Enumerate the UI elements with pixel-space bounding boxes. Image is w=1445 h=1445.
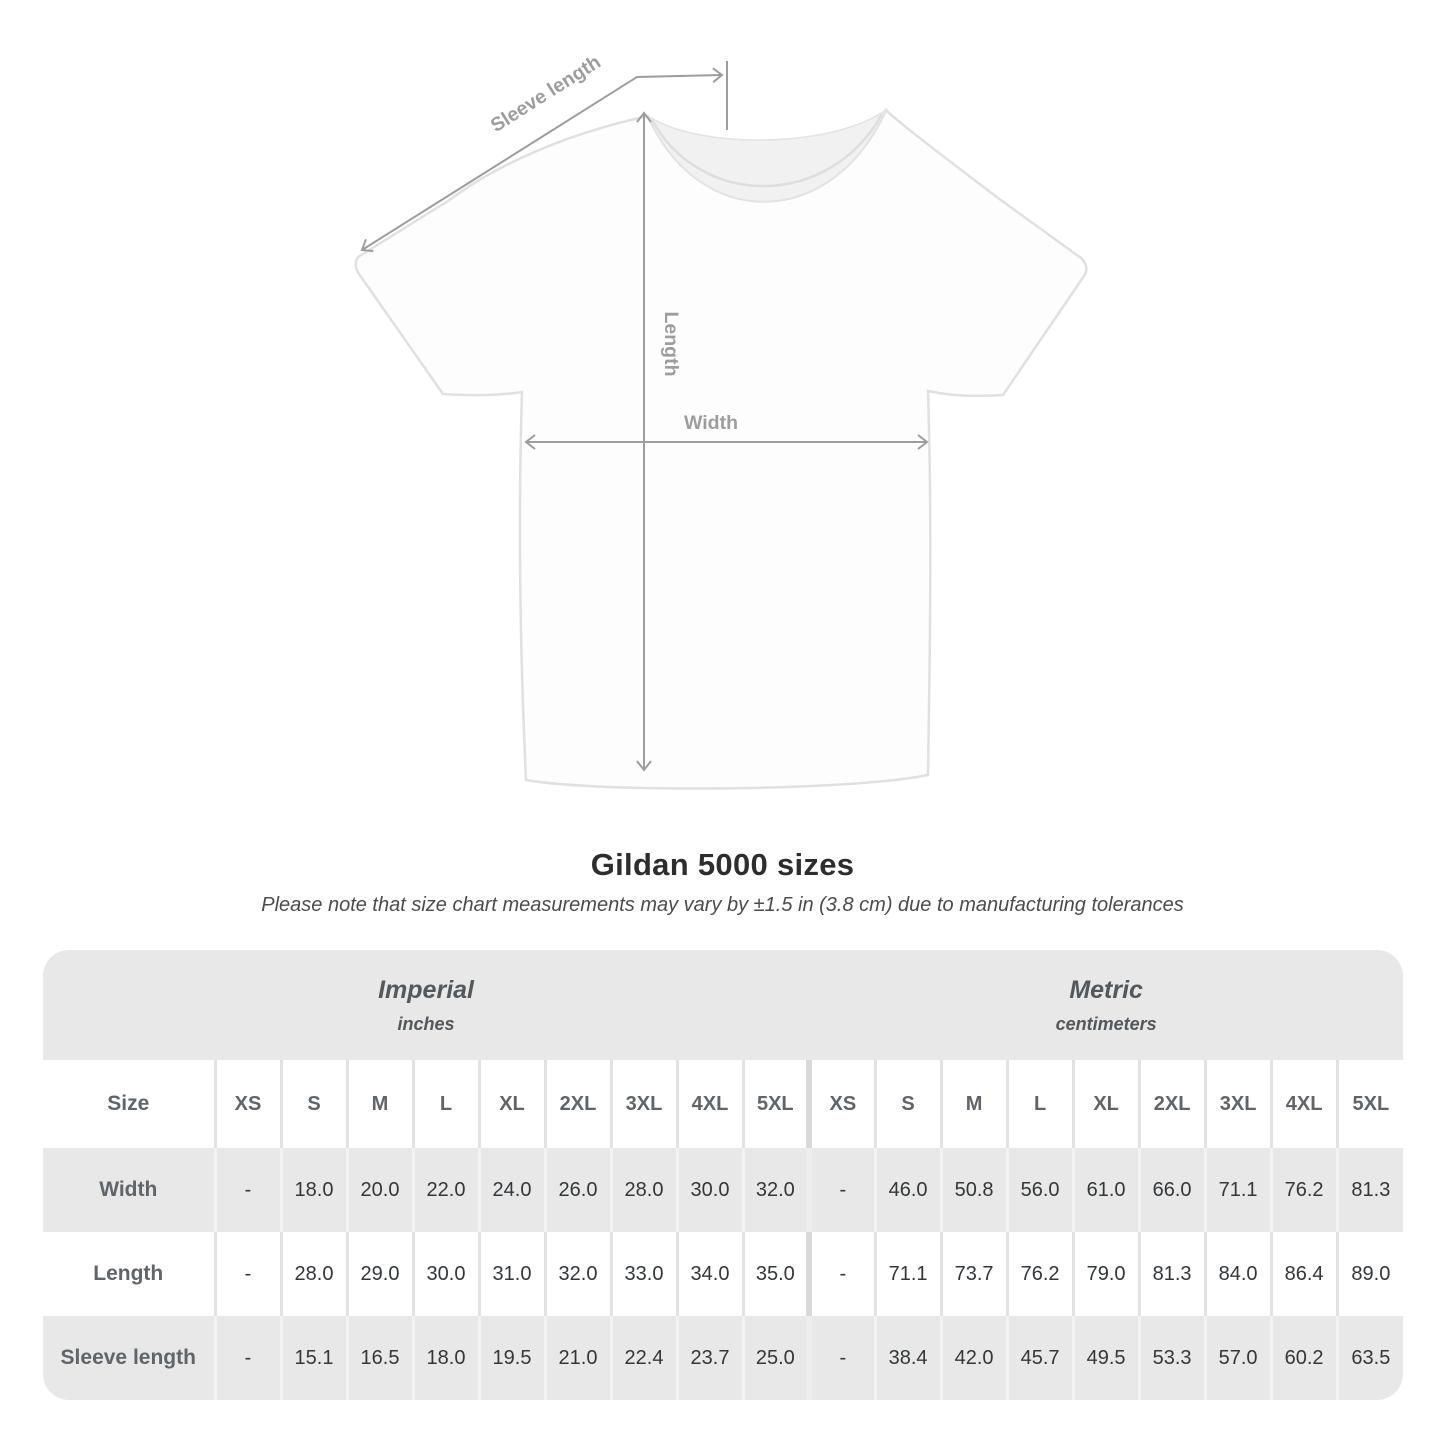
measurement-cell: 26.0 bbox=[545, 1148, 611, 1232]
measurement-cell: 81.3 bbox=[1139, 1232, 1205, 1316]
measurement-cell: - bbox=[809, 1148, 875, 1232]
measurement-cell: - bbox=[809, 1232, 875, 1316]
measurement-cell: - bbox=[809, 1316, 875, 1400]
measurement-cell: - bbox=[215, 1316, 281, 1400]
measurement-cell: 60.2 bbox=[1271, 1316, 1337, 1400]
size-col-header: 2XL bbox=[545, 1060, 611, 1148]
size-col-header: XS bbox=[215, 1060, 281, 1148]
measurement-cell: 22.4 bbox=[611, 1316, 677, 1400]
size-col-header: S bbox=[281, 1060, 347, 1148]
measurement-cell: 28.0 bbox=[611, 1148, 677, 1232]
measurement-cell: 81.3 bbox=[1337, 1148, 1403, 1232]
measurement-cell: 31.0 bbox=[479, 1232, 545, 1316]
measurement-cell: 84.0 bbox=[1205, 1232, 1271, 1316]
row-label: Sleeve length bbox=[43, 1316, 215, 1400]
measurement-cell: 76.2 bbox=[1007, 1232, 1073, 1316]
row-label: Length bbox=[43, 1232, 215, 1316]
measurement-cell: 30.0 bbox=[677, 1148, 743, 1232]
tolerance-note: Please note that size chart measurements may vary by ±1.5 in (3.8 cm) due to manufacturing tolerances bbox=[261, 894, 1184, 916]
measurement-cell: 73.7 bbox=[941, 1232, 1007, 1316]
measurement-cell: - bbox=[215, 1148, 281, 1232]
measurement-cell: 28.0 bbox=[281, 1232, 347, 1316]
measurement-cell: 32.0 bbox=[545, 1232, 611, 1316]
size-table bbox=[43, 950, 1403, 1400]
measurement-cell: 42.0 bbox=[941, 1316, 1007, 1400]
size-col-header: 3XL bbox=[1205, 1060, 1271, 1148]
measurement-cell: 35.0 bbox=[743, 1232, 809, 1316]
metric-sublabel: centimeters bbox=[1055, 1013, 1157, 1034]
measurement-cell: 50.8 bbox=[941, 1148, 1007, 1232]
unit-band-row bbox=[43, 950, 1403, 1060]
size-col-header: XS bbox=[809, 1060, 875, 1148]
size-col-header: XL bbox=[1073, 1060, 1139, 1148]
measurement-cell: 16.5 bbox=[347, 1316, 413, 1400]
measurement-cell: 33.0 bbox=[611, 1232, 677, 1316]
measurement-cell: 23.7 bbox=[677, 1316, 743, 1400]
measurement-cell: 57.0 bbox=[1205, 1316, 1271, 1400]
size-col-header: 3XL bbox=[611, 1060, 677, 1148]
measurement-cell: 34.0 bbox=[677, 1232, 743, 1316]
size-col-header: M bbox=[347, 1060, 413, 1148]
size-col-header: L bbox=[1007, 1060, 1073, 1148]
page-title: Gildan 5000 sizes bbox=[590, 847, 855, 882]
measurement-cell: 18.0 bbox=[281, 1148, 347, 1232]
measurement-cell: 86.4 bbox=[1271, 1232, 1337, 1316]
table-row bbox=[43, 1232, 1403, 1316]
imperial-sublabel: inches bbox=[397, 1013, 455, 1034]
measurement-cell: 71.1 bbox=[1205, 1148, 1271, 1232]
measurement-cell: 66.0 bbox=[1139, 1148, 1205, 1232]
measurement-cell: 22.0 bbox=[413, 1148, 479, 1232]
width-label: Width bbox=[684, 412, 738, 434]
measurement-cell: 49.5 bbox=[1073, 1316, 1139, 1400]
measurement-cell: 63.5 bbox=[1337, 1316, 1403, 1400]
measurement-cell: 38.4 bbox=[875, 1316, 941, 1400]
size-table-container bbox=[43, 950, 1403, 1400]
measurement-cell: 45.7 bbox=[1007, 1316, 1073, 1400]
table-row bbox=[43, 1316, 1403, 1400]
measurement-cell: 18.0 bbox=[413, 1316, 479, 1400]
measurement-cell: 24.0 bbox=[479, 1148, 545, 1232]
unit-band-imperial bbox=[43, 950, 809, 1060]
measurement-cell: 71.1 bbox=[875, 1232, 941, 1316]
size-col-header: 4XL bbox=[677, 1060, 743, 1148]
measurement-cell: 53.3 bbox=[1139, 1316, 1205, 1400]
measurement-cell: 56.0 bbox=[1007, 1148, 1073, 1232]
metric-label: Metric bbox=[1069, 975, 1143, 1004]
size-header-row bbox=[43, 1060, 1403, 1148]
measurement-cell: 61.0 bbox=[1073, 1148, 1139, 1232]
size-header-cell: Size bbox=[43, 1060, 215, 1148]
measurement-cell: 46.0 bbox=[875, 1148, 941, 1232]
table-row bbox=[43, 1148, 1403, 1232]
measurement-cell: 20.0 bbox=[347, 1148, 413, 1232]
measurement-cell: 15.1 bbox=[281, 1316, 347, 1400]
sleeve-length-label: Sleeve length bbox=[486, 50, 605, 137]
measurement-cell: 32.0 bbox=[743, 1148, 809, 1232]
size-col-header: 5XL bbox=[1337, 1060, 1403, 1148]
unit-band-metric bbox=[809, 950, 1403, 1060]
measurement-cell: 79.0 bbox=[1073, 1232, 1139, 1316]
imperial-label: Imperial bbox=[378, 975, 474, 1004]
measurement-cell: - bbox=[215, 1232, 281, 1316]
row-label: Width bbox=[43, 1148, 215, 1232]
size-col-header: L bbox=[413, 1060, 479, 1148]
size-col-header: XL bbox=[479, 1060, 545, 1148]
measurement-cell: 76.2 bbox=[1271, 1148, 1337, 1232]
measurement-cell: 89.0 bbox=[1337, 1232, 1403, 1316]
measurement-cell: 25.0 bbox=[743, 1316, 809, 1400]
size-col-header: M bbox=[941, 1060, 1007, 1148]
size-col-header: 2XL bbox=[1139, 1060, 1205, 1148]
measurement-cell: 29.0 bbox=[347, 1232, 413, 1316]
measurement-cell: 19.5 bbox=[479, 1316, 545, 1400]
size-col-header: 4XL bbox=[1271, 1060, 1337, 1148]
measurement-cell: 30.0 bbox=[413, 1232, 479, 1316]
size-col-header: 5XL bbox=[743, 1060, 809, 1148]
size-col-header: S bbox=[875, 1060, 941, 1148]
tshirt-outline bbox=[356, 110, 1087, 789]
length-label: Length bbox=[660, 311, 682, 377]
measurement-cell: 21.0 bbox=[545, 1316, 611, 1400]
